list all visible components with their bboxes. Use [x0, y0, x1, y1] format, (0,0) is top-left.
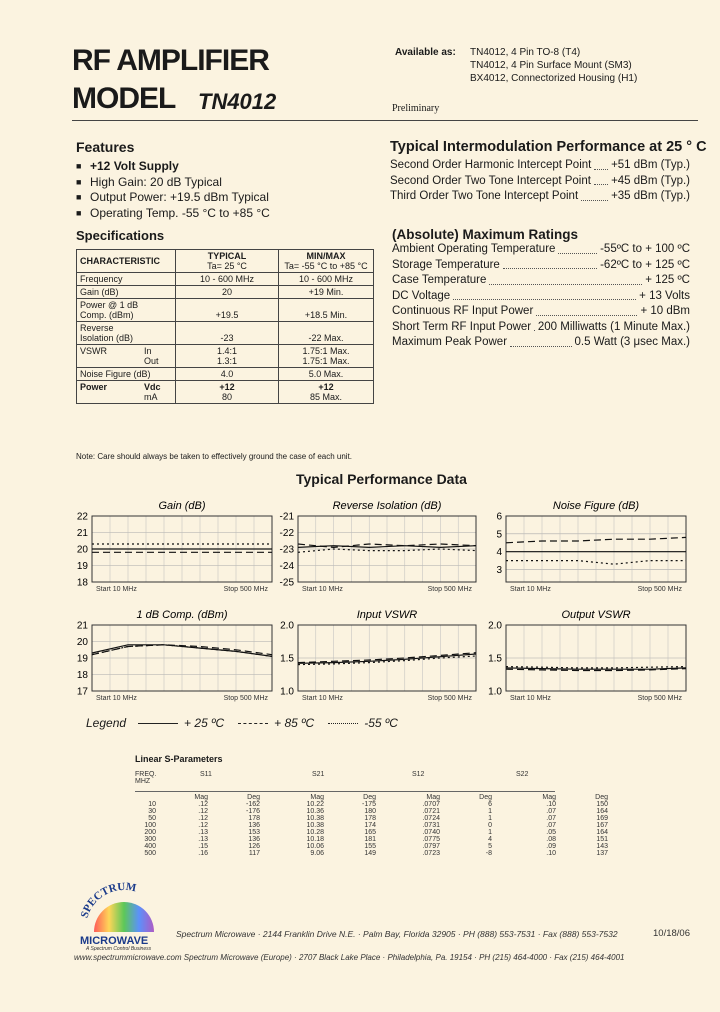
- sparams-cell: .0775: [422, 836, 440, 843]
- logo-bottom-text: MICROWAVE: [80, 935, 149, 947]
- sparams-cell: .0723: [422, 850, 440, 857]
- sparams-h-s21: S21: [312, 771, 325, 778]
- sparams-cell: 181: [364, 836, 376, 843]
- sparams-cell: 0: [488, 822, 492, 829]
- table-row: Power @ 1 dB Comp. (dBm) +19.5 +18.5 Min.: [77, 299, 374, 322]
- tick-label: 18: [76, 577, 88, 589]
- sparams-cell: .15: [198, 843, 208, 850]
- sparams-cell: 10.36: [306, 808, 324, 815]
- sparams-cell: .05: [546, 829, 556, 836]
- tick-label: 21: [76, 620, 88, 632]
- sparams-table: [130, 794, 612, 857]
- sparams-cell: 149: [364, 850, 376, 857]
- tick-label: 3: [496, 565, 502, 577]
- sparams-cell: 136: [248, 822, 260, 829]
- table-row: [130, 829, 612, 836]
- sparams-rule: [135, 791, 555, 792]
- chart-title: Noise Figure (dB): [552, 500, 640, 512]
- sparams-cell: 164: [596, 829, 608, 836]
- sparams-h-s12: S12: [412, 771, 425, 778]
- perf-heading: Typical Performance Data: [296, 471, 467, 487]
- sparams-cell: 5: [488, 843, 492, 850]
- sparams-cell: .12: [198, 808, 208, 815]
- sparams-cell: 10.18: [306, 836, 324, 843]
- sparams-cell: 178: [364, 815, 376, 822]
- sparams-cell: 164: [596, 808, 608, 815]
- tick-label: 18: [76, 670, 88, 681]
- tick-label: 1.5: [488, 653, 502, 665]
- sparams-cell: 10.38: [306, 815, 324, 822]
- col-header: TYPICAL Ta= 25 °C: [176, 250, 279, 273]
- feature-item: ■ +12 Volt Supply: [76, 159, 270, 175]
- table-row: [130, 801, 612, 808]
- sparams-cell: .0731: [422, 822, 440, 829]
- table-row: Power Vdc mA +12 80 +12 85 Max.: [77, 381, 374, 404]
- tick-label: 6: [496, 511, 502, 523]
- sparams-cell: 174: [364, 822, 376, 829]
- x-start-label: Start 10 MHz: [96, 695, 137, 702]
- sparams-cell: 9.06: [310, 850, 324, 857]
- table-row: [130, 836, 612, 843]
- tick-label: 5: [496, 529, 502, 541]
- tick-label: 1.0: [280, 686, 294, 698]
- col-header: MIN/MAX Ta= -55 °C to +85 °C: [279, 250, 374, 273]
- table-row: Mag Deg Mag Deg Mag Deg Mag Deg: [194, 794, 608, 801]
- sparams-cell: 117: [248, 850, 260, 857]
- legend: [86, 716, 398, 730]
- tick-label: -24: [279, 561, 294, 572]
- tick-label: 1.0: [488, 686, 502, 698]
- sparams-cell: 30: [148, 808, 156, 815]
- x-stop-label: Stop 500 MHz: [223, 586, 268, 593]
- chart-title: Input VSWR: [356, 609, 418, 621]
- rating-row: DC Voltage + 13 Volts: [392, 289, 690, 302]
- rating-row: Short Term RF Input Power 200 Milliwatts (1 Minute Max.): [392, 320, 690, 333]
- sparams-cell: 126: [248, 843, 260, 850]
- x-start-label: Start 10 MHz: [302, 695, 343, 702]
- tick-label: -23: [279, 544, 294, 556]
- tick-label: 2.0: [280, 620, 294, 632]
- footer-line1: Spectrum Microwave · 2144 Franklin Drive N.E. · Palm Bay, Florida 32905 · PH (888) 553-7531 · Fax (888) 553-7532: [176, 929, 618, 939]
- specs-heading: Specifications: [76, 228, 165, 243]
- sparams-heading: Linear S-Parameters: [135, 754, 223, 764]
- chart-title: 1 dB Comp. (dBm): [136, 609, 228, 621]
- tick-label: 20: [76, 544, 88, 556]
- sparams-cell: 150: [596, 801, 608, 808]
- sparams-cell: 1: [488, 815, 492, 822]
- tick-label: -25: [279, 577, 294, 589]
- sparams-cell: .07: [546, 815, 556, 822]
- sparams-cell: .10: [546, 801, 556, 808]
- feature-item: ■ High Gain: 20 dB Typical: [76, 175, 270, 191]
- sparams-cell: .0740: [422, 829, 440, 836]
- table-row: Reverse Isolation (dB) -23 -22 Max.: [77, 322, 374, 345]
- sparams-cell: 1: [488, 829, 492, 836]
- sparams-cell: .0707: [422, 801, 440, 808]
- sparams-cell: 137: [596, 850, 608, 857]
- table-row: Gain (dB) 20 +19 Min.: [77, 286, 374, 299]
- sparams-cell: 200: [144, 829, 156, 836]
- legend-85: + 85 ºC: [274, 716, 315, 730]
- rating-row: Case Temperature + 125 ºC: [392, 274, 690, 286]
- tick-label: 19: [76, 653, 88, 665]
- spectrum-logo: [74, 880, 174, 950]
- tick-label: 1.5: [280, 653, 294, 665]
- model-number: TN4012: [198, 89, 277, 114]
- sparams-cell: 10.28: [306, 829, 324, 836]
- chart-title: Gain (dB): [158, 500, 206, 512]
- x-start-label: Start 10 MHz: [96, 586, 137, 593]
- tick-label: 17: [76, 686, 88, 698]
- table-row: [130, 808, 612, 815]
- sparams-cell: 151: [596, 836, 608, 843]
- sparams-cell: 300: [144, 836, 156, 843]
- logo-top-text: SPECTRUM: [78, 880, 138, 920]
- available-item: TN4012, 4 Pin Surface Mount (SM3): [470, 60, 632, 71]
- sparams-cell: 180: [364, 808, 376, 815]
- col-header: CHARACTERISTIC: [77, 250, 176, 273]
- x-stop-label: Stop 500 MHz: [427, 586, 472, 593]
- sparams-cell: 169: [596, 815, 608, 822]
- footer-line2: www.spectrummicrowave.com Spectrum Microwave (Europe) · 2707 Black Lake Place · Philadelphia, Pa. 19154 · PH (215) 464-4000 · Fax (215) 464-4001: [74, 953, 625, 962]
- table-row: [130, 850, 612, 857]
- maxratings-heading: (Absolute) Maximum Ratings: [392, 227, 579, 242]
- available-item: TN4012, 4 Pin TO-8 (T4): [470, 47, 581, 58]
- tick-label: -22: [279, 528, 294, 539]
- tick-label: 22: [76, 511, 88, 523]
- sparams-cell: -175: [361, 801, 376, 808]
- sparams-cell: 50: [148, 815, 156, 822]
- sparams-cell: .16: [198, 850, 208, 857]
- sparams-cell: 153: [248, 829, 260, 836]
- table-row: [130, 843, 612, 850]
- legend-label: Legend: [86, 716, 127, 730]
- rating-row: Continuous RF Input Power + 10 dBm: [392, 305, 690, 317]
- sparams-cell: 500: [144, 850, 156, 857]
- sparams-cell: 143: [596, 843, 608, 850]
- sparams-cell: 178: [248, 815, 260, 822]
- sparams-cell: 155: [364, 843, 376, 850]
- sparams-cell: .0724: [422, 815, 440, 822]
- sparams-cell: .07: [546, 822, 556, 829]
- sparams-h-s11: S11: [200, 771, 212, 778]
- feature-item: ■ Output Power: +19.5 dBm Typical: [76, 190, 270, 206]
- sparams-cell: .12: [198, 815, 208, 822]
- legend-55: -55 ºC: [364, 716, 398, 730]
- rating-row: Maximum Peak Power 0.5 Watt (3 μsec Max.): [392, 336, 690, 348]
- x-start-label: Start 10 MHz: [510, 695, 551, 702]
- sparams-cell: .07: [546, 808, 556, 815]
- table-row: [130, 815, 612, 822]
- sparams-cell: 10: [148, 801, 156, 808]
- features-heading: Features: [76, 139, 135, 155]
- sparams-cell: 167: [596, 822, 608, 829]
- sparams-cell: 400: [144, 843, 156, 850]
- sparams-h-s22: S22: [516, 771, 529, 778]
- x-stop-label: Stop 500 MHz: [637, 586, 682, 593]
- title-line2: MODEL: [72, 82, 176, 115]
- sparams-cell: -176: [245, 808, 260, 815]
- tick-label: 20: [76, 637, 88, 648]
- table-row: [130, 822, 612, 829]
- sparams-cell: 10.22: [306, 801, 324, 808]
- sparams-cell: 1: [488, 808, 492, 815]
- sparams-cell: -8: [485, 850, 492, 857]
- rating-row: Storage Temperature -62ºC to + 125 ºC: [392, 258, 690, 271]
- feature-item: ■ Operating Temp. -55 °C to +85 °C: [76, 206, 270, 222]
- available-label: Available as:: [395, 47, 456, 58]
- specs-note: Note: Care should always be taken to effectively ground the case of each unit.: [76, 452, 353, 461]
- x-start-label: Start 10 MHz: [302, 586, 343, 593]
- rating-row: Ambient Operating Temperature -55ºC to + 100 ºC: [392, 243, 690, 255]
- imd-row: Third Order Two Tone Intercept Point +35 dBm (Typ.): [390, 190, 690, 202]
- legend-25: + 25 ºC: [184, 716, 225, 730]
- table-row: Frequency 10 - 600 MHz 10 - 600 MHz: [77, 273, 374, 286]
- sparams-cell: .0797: [422, 843, 440, 850]
- tick-label: 2.0: [488, 620, 502, 632]
- x-start-label: Start 10 MHz: [510, 586, 551, 593]
- available-item: BX4012, Connectorized Housing (H1): [470, 73, 638, 84]
- sparams-cell: .08: [546, 836, 556, 843]
- sparams-cell: .13: [198, 836, 208, 843]
- chart-title: Reverse Isolation (dB): [332, 500, 442, 512]
- sparams-cell: 6: [488, 801, 492, 808]
- sparams-cell: 10.38: [306, 822, 324, 829]
- tick-label: 19: [76, 561, 88, 572]
- sparams-cell: 165: [364, 829, 376, 836]
- tick-label: 4: [496, 547, 502, 559]
- sparams-headers: FREQ. MHZ: [135, 771, 157, 785]
- status-text: Preliminary: [392, 103, 440, 114]
- x-stop-label: Stop 500 MHz: [637, 695, 682, 702]
- sparams-cell: 100: [144, 822, 156, 829]
- logo-tagline: A Spectrum Control Business: [86, 946, 152, 952]
- sparams-cell: 136: [248, 836, 260, 843]
- sparams-cell: .10: [546, 850, 556, 857]
- chart-title: Output VSWR: [561, 609, 631, 621]
- x-stop-label: Stop 500 MHz: [223, 695, 268, 702]
- sparams-cell: -162: [245, 801, 260, 808]
- table-row: Noise Figure (dB) 4.0 5.0 Max.: [77, 368, 374, 381]
- imd-row: Second Order Two Tone Intercept Point +45 dBm (Typ.): [390, 174, 690, 187]
- footer-date: 10/18/06: [653, 928, 690, 939]
- sparams-cell: 10.06: [306, 843, 324, 850]
- sparams-cell: .0721: [422, 808, 440, 815]
- tick-label: -21: [279, 511, 294, 523]
- imd-heading: Typical Intermodulation Performance at 25 ° C: [390, 139, 707, 155]
- sparams-cell: .12: [198, 801, 208, 808]
- imd-row: Second Order Harmonic Intercept Point +51 dBm (Typ.): [390, 159, 690, 171]
- table-row: VSWR In Out 1.4:1 1.3:1 1.75:1 Max. 1.75:1 Max.: [77, 345, 374, 368]
- title-line1: RF AMPLIFIER: [72, 44, 269, 77]
- x-stop-label: Stop 500 MHz: [427, 695, 472, 702]
- tick-label: 21: [76, 528, 88, 539]
- sparams-cell: 4: [488, 836, 492, 843]
- sparams-cell: .12: [198, 822, 208, 829]
- sparams-cell: .13: [198, 829, 208, 836]
- sparams-cell: .09: [546, 843, 556, 850]
